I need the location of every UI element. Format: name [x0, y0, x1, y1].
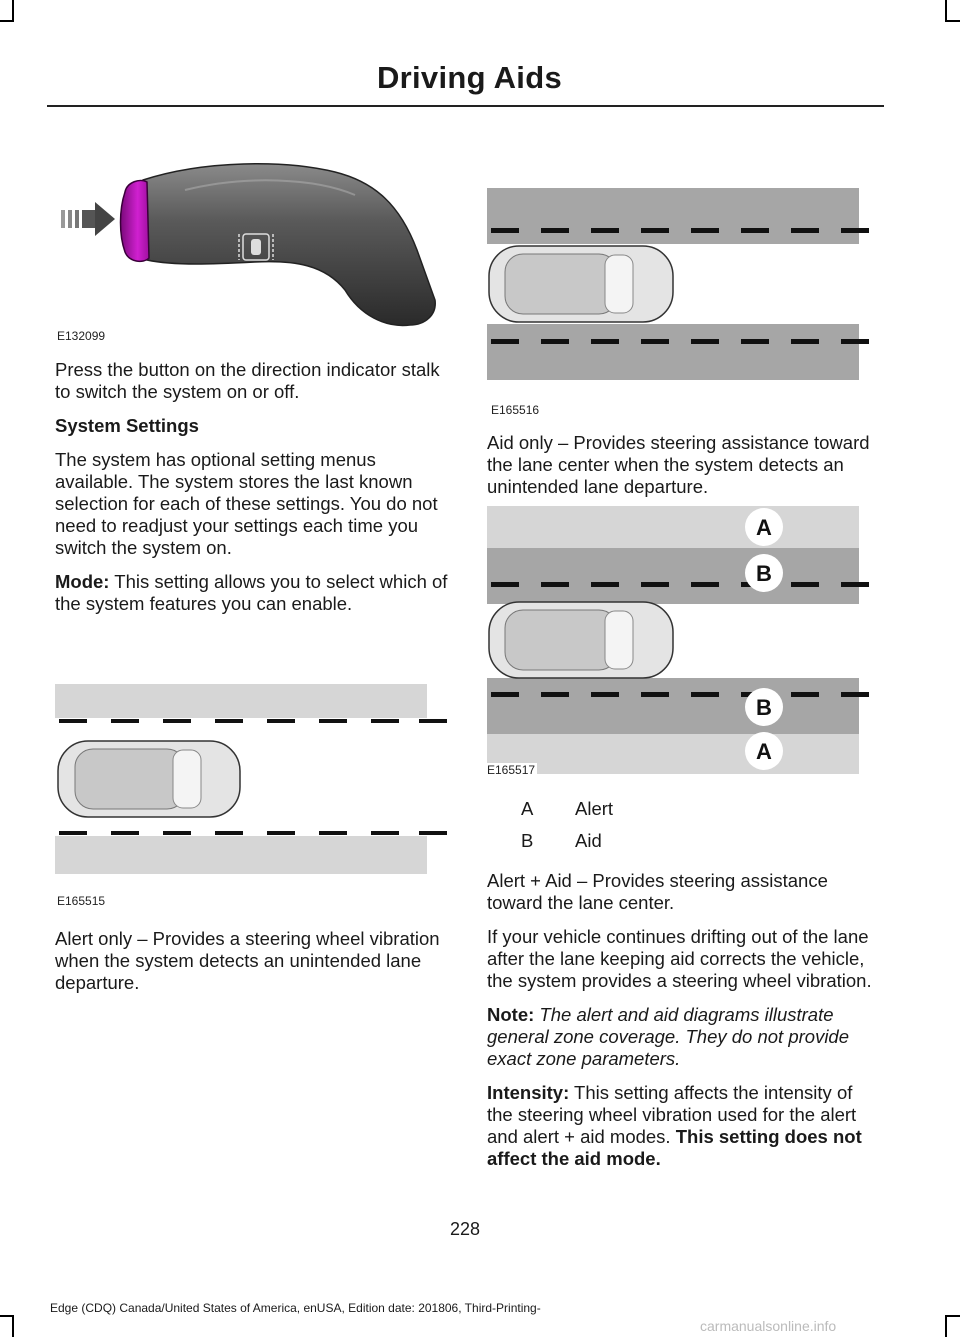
crop-mark [12, 1315, 14, 1337]
alert-only-paragraph: Alert only – Provides a steering wheel vibration when the system detects an unintended lane departure. [55, 928, 440, 993]
vehicle-icon [489, 246, 673, 322]
svg-text:B: B [756, 695, 772, 720]
legend-value: Aid [575, 830, 602, 851]
figure-code: E165517 [487, 763, 536, 777]
aid-only-paragraph: Aid only – Provides steering assistance toward the lane center when the system detects an unintended lane departure. [487, 432, 870, 497]
press-paragraph: Press the button on the direction indicator stalk to switch the system on or off. [55, 359, 440, 402]
mode-text: This setting allows you to select which of the system features you can enable. [55, 571, 448, 614]
vehicle-icon [58, 741, 240, 817]
system-settings-heading: System Settings [55, 415, 199, 436]
svg-text:A: A [756, 515, 772, 540]
svg-text:A: A [756, 739, 772, 764]
intensity-text: This setting affects the intensity of the steering wheel vibration used for the alert and alert + aid modes. [487, 1082, 857, 1147]
crop-mark [945, 1315, 947, 1337]
legend-key: B [521, 830, 534, 851]
watermark: carmanualsonline.info [700, 1318, 837, 1334]
marker-a-bottom [745, 732, 783, 770]
crop-mark [0, 1315, 14, 1317]
legend-value: Alert [575, 798, 614, 819]
mode-paragraph [55, 571, 450, 615]
note-label: Note: [487, 1004, 535, 1025]
figure-code: E165515 [57, 894, 106, 908]
intensity-bold-text: This setting does not affect the aid mode. [487, 1126, 862, 1169]
note-text: The alert and aid diagrams illustrate general zone coverage. They do not provide exact zone parameters. [487, 1004, 850, 1069]
marker-b-bottom [745, 688, 783, 726]
crop-mark [945, 1315, 960, 1317]
lane-diagram-alert [55, 684, 450, 874]
crop-mark [945, 0, 947, 22]
lane-diagram-zones [487, 506, 882, 776]
figure-code: E165516 [491, 403, 540, 417]
figure-code: E132099 [57, 329, 106, 343]
stalk-button [121, 180, 150, 261]
system-settings-paragraph: The system has optional setting menus available. The system stores the last known selection for each of these settings. You do not need to readjust your settings each time you switch the system on. [55, 449, 438, 558]
crop-mark [0, 20, 14, 22]
right-column-upper [487, 432, 882, 510]
crop-mark [945, 20, 960, 22]
left-column-lower [55, 928, 450, 1006]
edition-footer: Edge (CDQ) Canada/United States of America, enUSA, Edition date: 201806, Third-Printing- [50, 1301, 541, 1315]
right-column-lower [487, 870, 882, 1182]
intensity-label: Intensity: [487, 1082, 570, 1103]
alert-aid-paragraph: Alert + Aid – Provides steering assistance toward the lane center. [487, 870, 828, 913]
header-rule [47, 105, 884, 107]
note-paragraph [487, 1004, 882, 1070]
lane-diagram-aid [487, 188, 882, 380]
page-title: Driving Aids [376, 60, 562, 95]
marker-a-top [745, 508, 783, 546]
push-arrow-icon [61, 202, 115, 236]
left-column-upper [55, 359, 450, 627]
page-number: 228 [449, 1219, 481, 1239]
vehicle-icon [489, 602, 673, 678]
mode-label: Mode: [55, 571, 110, 592]
intensity-paragraph [487, 1082, 882, 1170]
marker-b-top [745, 554, 783, 592]
drift-paragraph: If your vehicle continues drifting out of the lane after the lane keeping aid corrects the vehicle, the system provides a steering wheel vibration. [487, 926, 872, 991]
stalk-illustration [55, 150, 455, 330]
svg-text:B: B [756, 561, 772, 586]
crop-mark [12, 0, 14, 22]
legend-key: A [521, 798, 534, 819]
